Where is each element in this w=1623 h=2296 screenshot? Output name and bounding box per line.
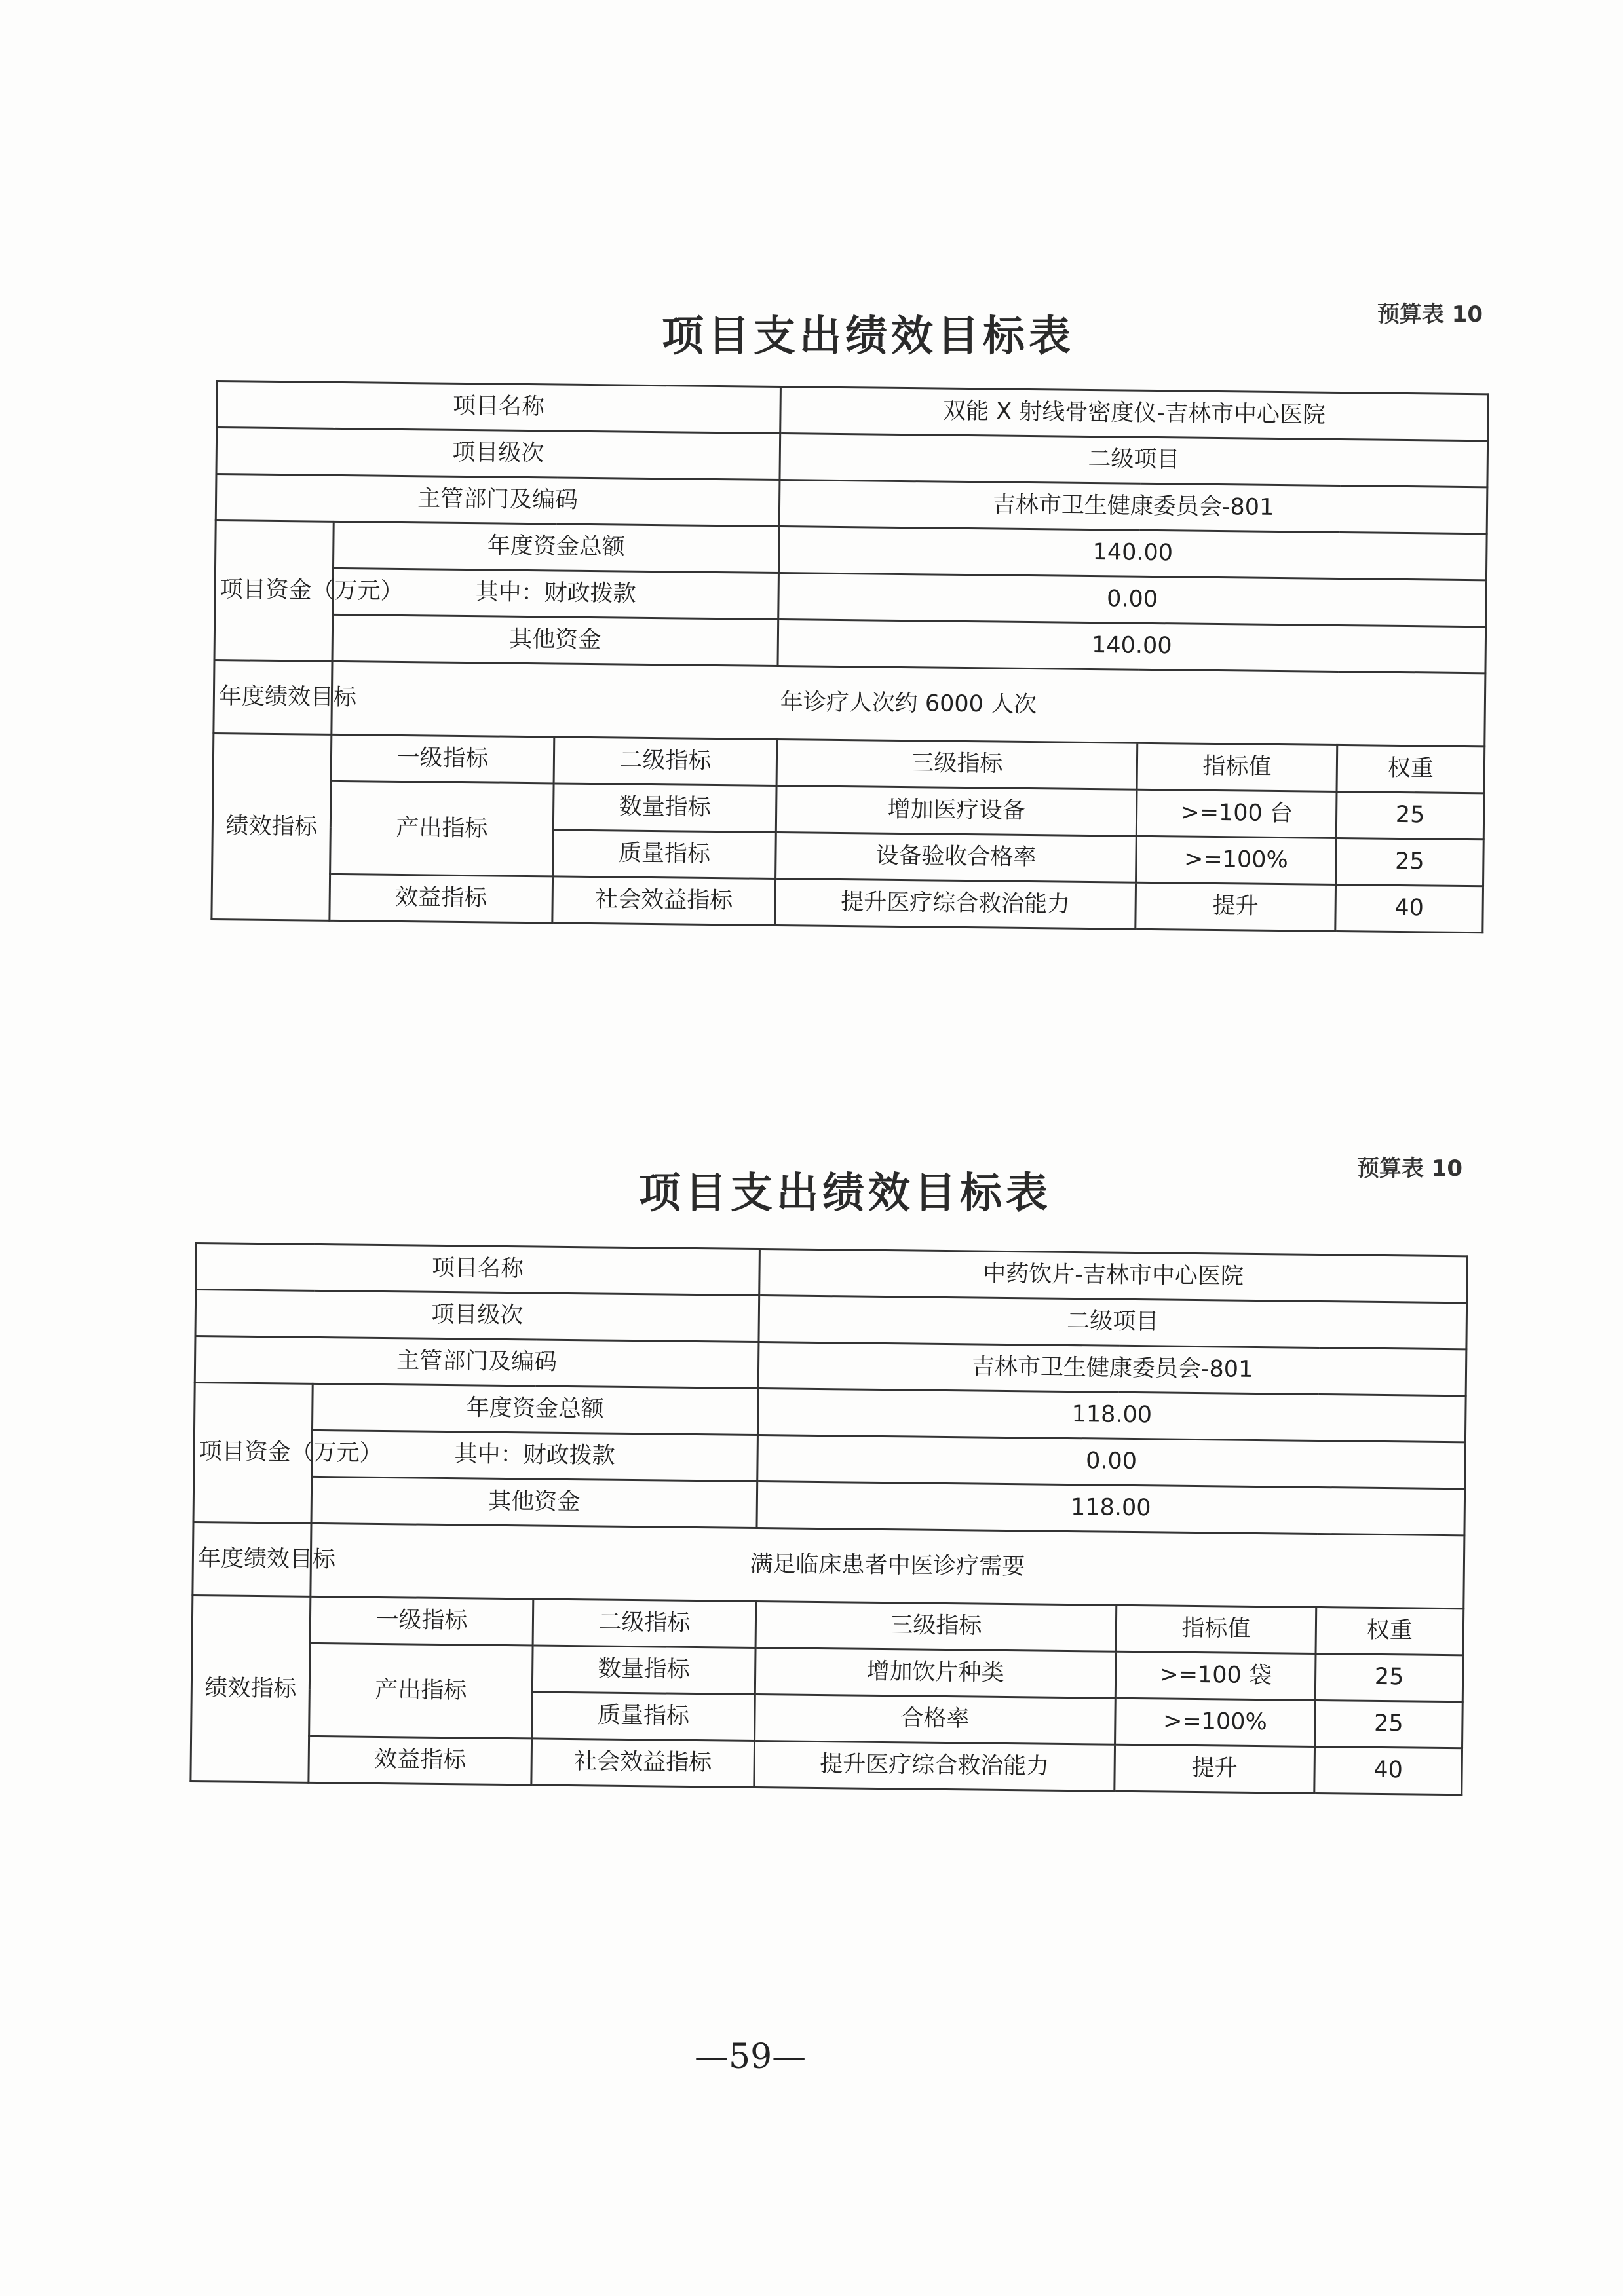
- weight-cell: 25: [1336, 791, 1484, 839]
- annual-total-value: 140.00: [778, 527, 1487, 580]
- project-level-value: 二级项目: [780, 434, 1488, 487]
- level2-cell: 社会效益指标: [531, 1739, 755, 1788]
- fiscal-label: 其中：财政拨款: [333, 568, 779, 619]
- level3-cell: 增加医疗设备: [776, 785, 1137, 836]
- indicators-label: 绩效指标: [191, 1595, 311, 1782]
- fiscal-value: 0.00: [778, 573, 1487, 627]
- project-level-value: 二级项目: [759, 1296, 1467, 1349]
- form-title: 项目支出绩效目标表: [662, 312, 1075, 361]
- page-number: —59—: [695, 2037, 807, 2077]
- form-title: 项目支出绩效目标表: [639, 1169, 1052, 1218]
- annual-goal-label: 年度绩效目标: [193, 1522, 311, 1596]
- indicators-label: 绩效指标: [212, 733, 332, 920]
- header-weight: 权重: [1316, 1607, 1464, 1655]
- header-value: 指标值: [1116, 1605, 1316, 1653]
- header-level2: 二级指标: [533, 1599, 756, 1648]
- level3-cell: 合格率: [755, 1694, 1116, 1744]
- header-level1: 一级指标: [310, 1596, 533, 1646]
- level3-cell: 增加饮片种类: [755, 1647, 1116, 1698]
- funds-label: 项目资金（万元）: [193, 1383, 313, 1524]
- level3-cell: 提升医疗综合救治能力: [775, 878, 1136, 929]
- header-weight: 权重: [1337, 745, 1485, 793]
- other-funds-label: 其他资金: [311, 1477, 757, 1528]
- other-funds-label: 其他资金: [332, 614, 778, 666]
- level2-cell: 质量指标: [532, 1692, 755, 1741]
- weight-cell: 40: [1335, 884, 1483, 932]
- annual-total-label: 年度资金总额: [334, 521, 780, 573]
- project-level-label: 项目级次: [195, 1290, 759, 1342]
- value-cell: 提升: [1115, 1744, 1315, 1793]
- department-label: 主管部门及编码: [195, 1336, 759, 1389]
- weight-cell: 40: [1314, 1746, 1462, 1794]
- project-name-value: 双能 X 射线骨密度仪-吉林市中心医院: [780, 387, 1489, 441]
- value-cell: >=100 台: [1136, 789, 1337, 838]
- weight-cell: 25: [1315, 1700, 1463, 1748]
- annual-goal-row: [214, 660, 1485, 746]
- performance-table: [210, 380, 1489, 933]
- value-cell: >=100%: [1136, 836, 1337, 884]
- department-value: 吉林市卫生健康委员会-801: [758, 1342, 1466, 1396]
- other-funds-value: 118.00: [757, 1482, 1465, 1535]
- header-value: 指标值: [1137, 743, 1337, 791]
- level2-cell: 数量指标: [532, 1646, 755, 1695]
- header-level2: 二级指标: [554, 737, 777, 786]
- level2-cell: 社会效益指标: [552, 876, 776, 926]
- value-cell: >=100%: [1115, 1698, 1316, 1746]
- output-label: 产出指标: [330, 781, 554, 876]
- fiscal-value: 0.00: [757, 1435, 1466, 1489]
- header-level3: 三级指标: [776, 739, 1137, 789]
- level3-cell: 提升医疗综合救治能力: [754, 1741, 1115, 1791]
- value-cell: 提升: [1136, 882, 1336, 931]
- level3-cell: 设备验收合格率: [776, 832, 1137, 882]
- performance-form-1: [0, 282, 1623, 1002]
- annual-total-label: 年度资金总额: [313, 1383, 759, 1435]
- project-name-label: 项目名称: [196, 1243, 760, 1296]
- project-name-value: 中药饮片-吉林市中心医院: [759, 1249, 1468, 1303]
- performance-table: [189, 1242, 1468, 1796]
- budget-table-label: 预算表 10: [1377, 301, 1483, 328]
- funds-label: 项目资金（万元）: [214, 521, 334, 662]
- budget-table-label: 预算表 10: [1356, 1156, 1462, 1182]
- value-cell: >=100 袋: [1115, 1651, 1316, 1700]
- benefit-label: 效益指标: [309, 1736, 532, 1785]
- annual-goal-value: 满足临床患者中医诊疗需要: [311, 1523, 1464, 1608]
- annual-total-value: 118.00: [757, 1389, 1466, 1442]
- weight-cell: 25: [1336, 838, 1484, 886]
- level2-cell: 质量指标: [553, 830, 776, 879]
- annual-goal-row: [193, 1522, 1464, 1608]
- performance-form-2: [0, 1140, 1623, 1860]
- fiscal-label: 其中：财政拨款: [312, 1430, 758, 1481]
- annual-goal-label: 年度绩效目标: [214, 660, 332, 734]
- department-value: 吉林市卫生健康委员会-801: [779, 480, 1487, 534]
- output-label: 产出指标: [309, 1643, 533, 1739]
- annual-goal-value: 年诊疗人次约 6000 人次: [332, 661, 1485, 746]
- header-level1: 一级指标: [331, 734, 554, 783]
- project-name-label: 项目名称: [217, 381, 781, 434]
- header-level3: 三级指标: [755, 1601, 1117, 1651]
- weight-cell: 25: [1315, 1653, 1463, 1701]
- project-level-label: 项目级次: [216, 428, 780, 480]
- level2-cell: 数量指标: [553, 783, 776, 833]
- department-label: 主管部门及编码: [216, 474, 780, 527]
- benefit-label: 效益指标: [330, 874, 553, 923]
- other-funds-value: 140.00: [778, 620, 1486, 673]
